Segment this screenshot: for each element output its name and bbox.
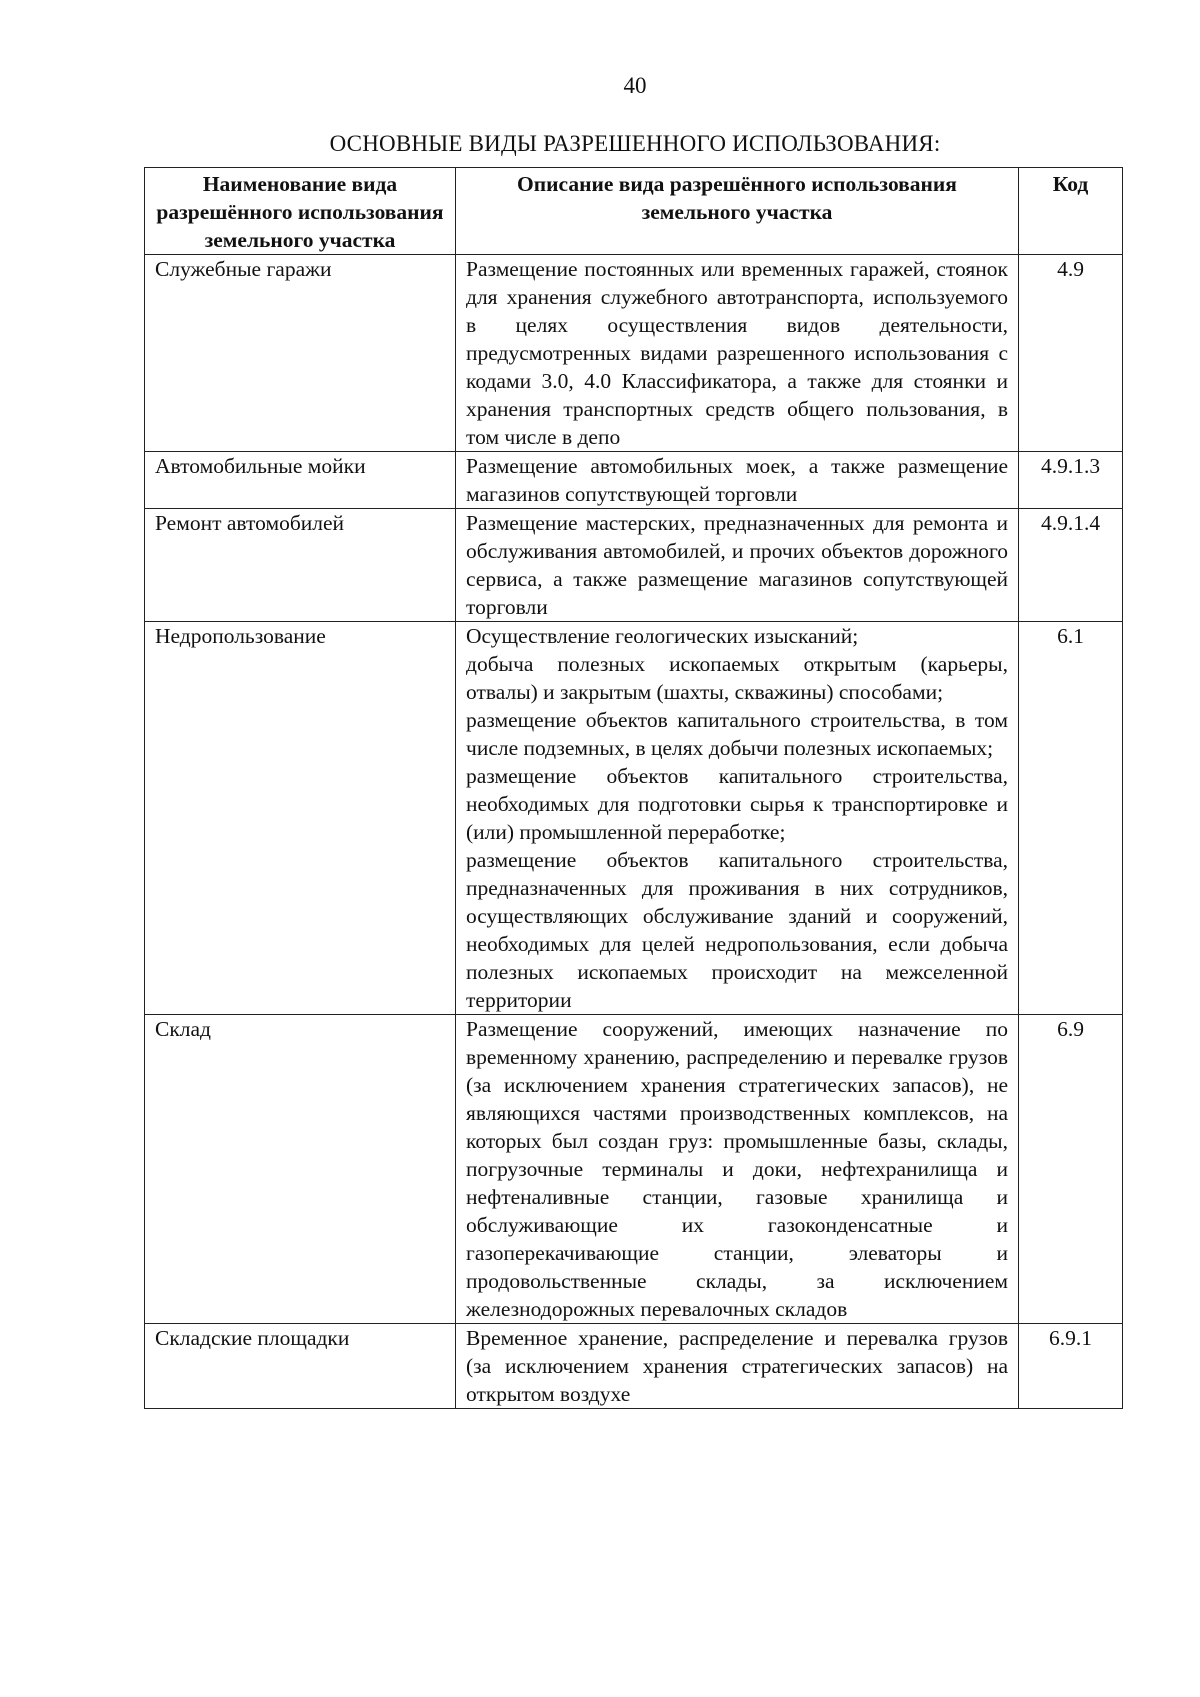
cell-use-name: Ремонт автомобилей [145,509,456,622]
cell-use-code: 6.9 [1019,1015,1123,1324]
description-paragraph: размещение объектов капитального строительства, необходимых для подготовки сырья к транспортировке и (или) промышленной переработке; [466,764,1008,844]
description-paragraph: добыча полезных ископаемых открытым (карьеры, отвалы) и закрытым (шахты, скважины) способами; [466,652,1008,704]
description-paragraph: размещение объектов капитального строительства, предназначенных для проживания в них сотрудников, осуществляющих обслуживание зданий и сооружений, необходимых для целей недропользования, если добыча полезных ископаемых происходит на межселенной территории [466,848,1008,1012]
description-paragraph: Размещение сооружений, имеющих назначение по временному хранению, распределению и перевалке грузов (за исключением хранения стратегических запасов), не являющихся частями производственных комплексов, на которых был создан груз: промышленные базы, склады, погрузочные терминалы и доки, нефтехранилища и нефтеналивные станции, газовые хранилища и обслуживающие их газоконденсатные и газоперекачивающие станции, элеваторы и продовольственные склады, за исключением железнодорожных перевалочных складов [466,1017,1008,1321]
description-paragraph: Временное хранение, распределение и перевалка грузов (за исключением хранения стратегических запасов) на открытом воздухе [466,1326,1008,1406]
cell-use-description [456,622,1019,1015]
header-code: Код [1019,168,1123,255]
table-header-row [145,168,1123,255]
description-paragraph: Размещение мастерских, предназначенных для ремонта и обслуживания автомобилей, и прочих объектов дорожного сервиса, а также размещение магазинов сопутствующей торговли [466,511,1008,619]
cell-use-code: 4.9 [1019,255,1123,452]
cell-use-description [456,452,1019,509]
description-paragraph: Осуществление геологических изысканий; [466,624,859,648]
cell-use-description [456,255,1019,452]
cell-use-name: Склад [145,1015,456,1324]
cell-use-name: Недропользование [145,622,456,1015]
table-row [145,1015,1123,1324]
cell-use-description [456,1324,1019,1409]
description-paragraph: размещение объектов капитального строительства, в том числе подземных, в целях добычи полезных ископаемых; [466,708,1008,760]
cell-use-code: 6.1 [1019,622,1123,1015]
cell-use-description [456,1015,1019,1324]
cell-use-code: 6.9.1 [1019,1324,1123,1409]
table-row [145,255,1123,452]
header-name: Наименование вида разрешённого использования земельного участка [145,168,456,255]
header-description: Описание вида разрешённого использования земельного участка [456,168,1019,255]
table-row [145,622,1123,1015]
cell-use-description [456,509,1019,622]
cell-use-code: 4.9.1.4 [1019,509,1123,622]
cell-use-name: Автомобильные мойки [145,452,456,509]
cell-use-name: Складские площадки [145,1324,456,1409]
table-row [145,452,1123,509]
description-paragraph: Размещение постоянных или временных гаражей, стоянок для хранения служебного автотранспорта, используемого в целях осуществления видов деятельности, предусмотренных видами разрешенного использования с кодами 3.0, 4.0 Классификатора, а также для стоянки и хранения транспортных средств общего пользования, в том числе в депо [466,257,1008,449]
section-title: ОСНОВНЫЕ ВИДЫ РАЗРЕШЕННОГО ИСПОЛЬЗОВАНИЯ: [329,131,941,156]
table-row [145,509,1123,622]
table-row [145,1324,1123,1409]
cell-use-name: Служебные гаражи [145,255,456,452]
page-number: 40 [623,73,647,98]
description-paragraph: Размещение автомобильных моек, а также размещение магазинов сопутствующей торговли [466,454,1008,506]
permitted-use-table [144,167,1123,1409]
cell-use-code: 4.9.1.3 [1019,452,1123,509]
table-body [145,255,1123,1409]
